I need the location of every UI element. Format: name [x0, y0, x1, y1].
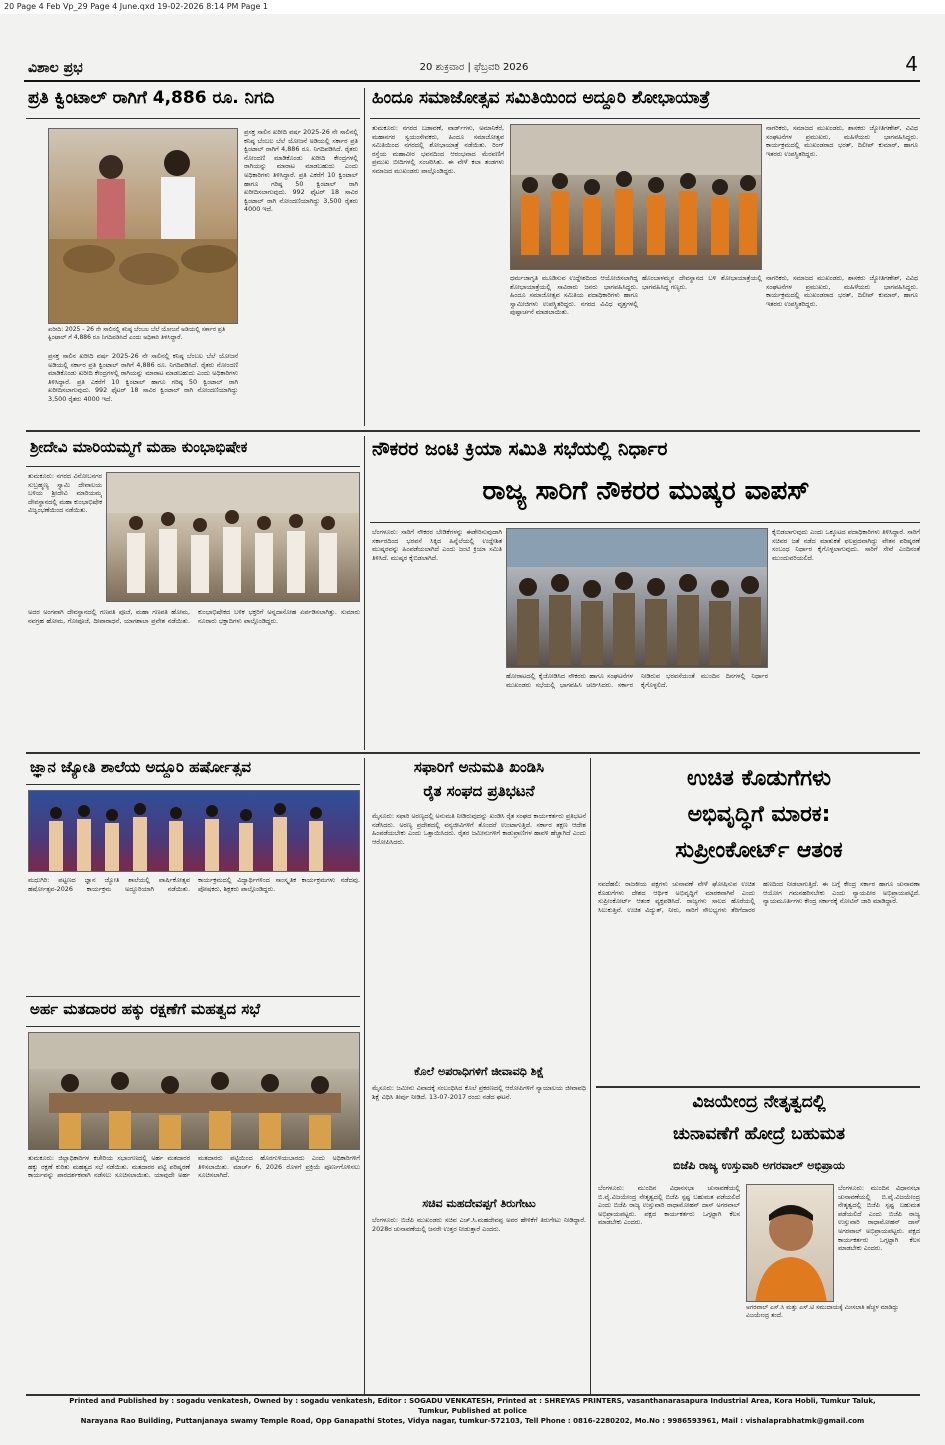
ragi-body-bottom: ಪ್ರಸಕ್ತ ಸಾಲಿನ ಖರೀದಿ ವರ್ಷ 2025-26 ನೇ ಸಾಲಿನಲ್ಲಿ ಕನಿಷ್ಠ ಬೆಂಬಲ ಬೆಲೆ ಯೋಜನೆ ಅಡಿಯಲ್ಲಿ ಸರ್ಕಾರ ಪ್ರತಿ ಕ್ವಿಂಟಾಲ್ ರಾಗಿಗೆ 4,886 ರೂ. ನಿಗದಿಪಡಿಸಿದೆ. ರೈತರು ನೋಂದಣಿ ಮಾಡಿಕೊಂಡು ಖರೀದಿ ಕೇಂದ್ರಗಳಲ್ಲಿ ರಾಗಿಯನ್ನು ಮಾರಾಟ ಮಾಡಬಹುದು ಎಂದು ಅಧಿಕಾರಿಗಳು ತಿಳಿಸಿದ್ದಾರೆ. ಪ್ರತಿ ಎಕರೆಗೆ 10 ಕ್ವಿಂಟಾಲ್ ಹಾಗೂ ಗರಿಷ್ಠ 50 ಕ್ವಿಂಟಾಲ್ ರಾಗಿ ಖರೀದಿಸಲಾಗುವುದು. 992 ಫೈಟರ್ 18 ಸಾವಿರ ಕ್ವಿಂಟಾಲ್ ರಾಗಿ ನೋಂದಣಿಯಾಗಿದ್ದು 3,500 ರೈತರು 4000 ಇದೆ. — [48, 352, 238, 403]
arha-headline: ಅರ್ಹ ಮತದಾರರ ಹಕ್ಕು ರಕ್ಷಣೆಗೆ ಮಹತ್ವದ ಸಭೆ — [30, 1002, 261, 1018]
ragi-headline: ಪ್ರತಿ ಕ್ವಿಂಟಾಲ್ ರಾಗಿಗೆ 4,886 ರೂ. ನಿಗದಿ — [28, 90, 275, 108]
vijayendra-headline-1: ವಿಜಯೇಂದ್ರ ನೇತೃತ್ವದಲ್ಲಿ — [692, 1094, 826, 1112]
safari-subhead-2: ಸಚಿವ ಮಹದೇವಪ್ಪಗೆ ತಿರುಗೇಟು — [422, 1198, 536, 1210]
strike-body-left: ಬೆಂಗಳೂರು: ಸಾರಿಗೆ ನೌಕರರ ಬೇಡಿಕೆಗಳನ್ನು ಈಡೇರಿಸುವುದಾಗಿ ಸರ್ಕಾರದಿಂದ ಭರವಸೆ ಸಿಕ್ಕಿದ ಹಿನ್ನೆಲೆಯಲ್ಲಿ ಉದ್ದೇಶಿತ ಮುಷ್ಕರವನ್ನು ಹಿಂಪಡೆಯಲಾಗಿದೆ ಎಂದು ಜಂಟಿ ಕ್ರಿಯಾ ಸಮಿತಿ ತಿಳಿಸಿದೆ. ಮುಷ್ಕರ ಕೈಬಿಡಲಾಗಿದೆ. — [372, 528, 502, 562]
freebies-headline-3: ಸುಪ್ರೀಂಕೋರ್ಟ್ ಆತಂಕ — [675, 840, 843, 863]
hindu-body-right: ನಾಗರಿಕರು, ಸಮಾಜದ ಮುಖಂಡರು, ಶಾಸಕರು ಜ್ಯೋತಿಗಣೇಶ್, ವಿವಿಧ ಸಂಘಟನೆಗಳ ಪ್ರಮುಖರು, ಮಹಿಳೆಯರು ಭಾಗವಹಿಸಿದ್ದರು. ಕಾರ್ಯಕ್ರಮದಲ್ಲಿ ಮುಖಂಡರಾದ ಭರತ್, ದಿಲೀಪ್ ಕುಮಾರ್, ಹಾಗೂ ಇತರರು ಉಪಸ್ಥಿತರಿದ್ದರು. — [766, 124, 918, 158]
ragi-caption: ಖರೀದಿ: 2025 - 26 ನೇ ಸಾಲಿನಲ್ಲಿ ಕನಿಷ್ಠ ಬೆಂಬಲ ಬೆಲೆ ಯೋಜನೆ ಅಡಿಯಲ್ಲಿ ಸರ್ಕಾರ ಪ್ರತಿ ಕ್ವಿಂಟಾಲ್ ಗೆ 4,886 ರೂ ನಿಗದಿಪಡಿಸಿದೆ ಎಂದು ಅಧಿಕಾರಿ ತಿಳಿಸಿದ್ದಾರೆ. — [48, 326, 226, 341]
vijayendra-caption: ಅಗರವಾಲ್ ಎಸ್.ಸಿ ಮತ್ತು ಎಸ್.ಟಿ ಸಮುದಾಯಕ್ಕೆ ಮೀಸಲಾತಿ ಹೆಚ್ಚಳ ಮಾಡಿದ್ದು ವಿಜಯೇಂದ್ರ ತಂದೆ. — [746, 1304, 899, 1319]
masthead-date: 20 ಶುಕ್ರವಾರ | ಫೆಬ್ರವರಿ 2026 — [419, 62, 529, 73]
sridevi-photo — [106, 472, 360, 602]
vijayendra-headline-3: ಬಿಜೆಪಿ ರಾಜ್ಯ ಉಸ್ತುವಾರಿ ಅಗರವಾಲ್ ಅಭಿಪ್ರಾಯ — [673, 1160, 845, 1172]
ragi-body: ಪ್ರಸಕ್ತ ಸಾಲಿನ ಖರೀದಿ ವರ್ಷ 2025-26 ನೇ ಸಾಲಿನಲ್ಲಿ ಕನಿಷ್ಠ ಬೆಂಬಲ ಬೆಲೆ ಯೋಜನೆ ಅಡಿಯಲ್ಲಿ ಸರ್ಕಾರ ಪ್ರತಿ ಕ್ವಿಂಟಾಲ್ ರಾಗಿಗೆ 4,886 ರೂ. ನಿಗದಿಪಡಿಸಿದೆ. ರೈತರು ನೋಂದಣಿ ಮಾಡಿಕೊಂಡು ಖರೀದಿ ಕೇಂದ್ರಗಳಲ್ಲಿ ರಾಗಿಯನ್ನು ಮಾರಾಟ ಮಾಡಬಹುದು ಎಂದು ಅಧಿಕಾರಿಗಳು ತಿಳಿಸಿದ್ದಾರೆ. ಪ್ರತಿ ಎಕರೆಗೆ 10 ಕ್ವಿಂಟಾಲ್ ಹಾಗೂ ಗರಿಷ್ಠ 50 ಕ್ವಿಂಟಾಲ್ ರಾಗಿ ಖರೀದಿಸಲಾಗುವುದು. 992 ಫೈಟರ್ 18 ಸಾವಿರ ಕ್ವಿಂಟಾಲ್ ರಾಗಿ ನೋಂದಣಿಯಾಗಿದ್ದು 3,500 ರೈತರು 4000 ಇದೆ. — [244, 128, 358, 214]
hindu-headline: ಹಿಂದೂ ಸಮಾಜೋತ್ಸವ ಸಮಿತಿಯಿಂದ ಅದ್ದೂರಿ ಶೋಭಾಯಾತ್ರೆ — [372, 90, 710, 108]
safari-headline-2: ರೈತ ಸಂಘದ ಪ್ರತಿಭಟನೆ — [423, 784, 535, 800]
jnana-body: ಮಧುಗಿರಿ: ಪಟ್ಟಣದ ಜ್ಞಾನ ಜ್ಯೋತಿ ಶಾಲೆಯಲ್ಲಿ ವಾರ್ಷಿಕೋತ್ಸವ ಹರ್ಷೋತ್ಸವ-2026 ಕಾರ್ಯಕ್ರಮ ಅದ್ದೂರಿಯಾಗಿ ನಡೆಯಿತು. ಕಾರ್ಯಕ್ರಮದಲ್ಲಿ ವಿದ್ಯಾರ್ಥಿಗಳಿಂದ ಸಾಂಸ್ಕೃತಿಕ ಕಾರ್ಯಕ್ರಮಗಳು ನಡೆದವು. ಪೋಷಕರು, ಶಿಕ್ಷಕರು ಪಾಲ್ಗೊಂಡಿದ್ದರು. — [28, 876, 360, 893]
ragi-photo — [48, 128, 238, 324]
hindu-caption: ಹೊಂಬಾಳಮ್ಮನ ದೇವಸ್ಥಾನದ ಬಳಿ ಶೋಭಾಯಾತ್ರೆಯಲ್ಲಿ ಭಾಗವಹಿಸಿದ್ದ ಗಣ್ಯರು. — [642, 274, 762, 291]
arha-photo — [28, 1032, 360, 1150]
hindu-body-left: ತುಮಕೂರು: ನಗರದ ಬಡಾವಣೆ, ವಾರ್ಡ್‌ಗಳು, ಅಮಾನಿಕೆರೆ, ಮಹಾನಗರ ಸ್ವಯಂಸೇವಕರು, ಹಿಂದೂ ಸಮಾಜೋತ್ಸವ ಸಮಿತಿಯಿಂದ ನಗರದಲ್ಲಿ ಶೋಭಾಯಾತ್ರೆ ನಡೆಯಿತು. ರಿಂಗ್ ರಸ್ತೆಯ ಮಹಾವೀರ ಭವನದಿಂದ ಆರಂಭವಾದ ಮೆರವಣಿಗೆ ಪ್ರಮುಖ ಬೀದಿಗಳಲ್ಲಿ ಸಂಚರಿಸಿತು. ಈ ವೇಳೆ ಕಲಾ ತಂಡಗಳು ಸಮಾಜದ ಮುಖಂಡರು ಪಾಲ್ಗೊಂಡಿದ್ದರು. — [372, 124, 504, 175]
masthead — [24, 52, 920, 82]
masthead-brand: ವಿಶಾಲ ಪ್ರಭ — [28, 60, 83, 76]
safari-body: ಮೈಸೂರು: ಸಫಾರಿ ಅರಣ್ಯದಲ್ಲಿ ಅನುಮತಿ ನೀಡಿರುವುದನ್ನು ಖಂಡಿಸಿ ರೈತ ಸಂಘದ ಕಾರ್ಯಕರ್ತರು ಪ್ರತಿಭಟನೆ ನಡೆಸಿದರು. ಅರಣ್ಯ ಪ್ರದೇಶದಲ್ಲಿ ವನ್ಯಜೀವಿಗಳಿಗೆ ತೊಂದರೆ ಉಂಟಾಗುತ್ತಿದೆ. ಸರ್ಕಾರ ತಕ್ಷಣ ಆದೇಶ ಹಿಂಪಡೆಯಬೇಕು ಎಂದು ಒತ್ತಾಯಿಸಿದರು. ರೈತರ ಜಮೀನುಗಳಿಗೆ ಕಾಡುಪ್ರಾಣಿಗಳ ಹಾವಳಿ ಹೆಚ್ಚಾಗಿದೆ ಎಂದು ಆರೋಪಿಸಿದರು. — [372, 812, 586, 846]
safari-subhead-1: ಕೊಲೆ ಅಪರಾಧಿಗಳಿಗೆ ಜೀವಾವಧಿ ಶಿಕ್ಷೆ — [414, 1066, 544, 1078]
freebies-body: ನವದೆಹಲಿ: ರಾಜಕೀಯ ಪಕ್ಷಗಳು ಚುನಾವಣೆ ವೇಳೆ ಘೋಷಿಸುವ ಉಚಿತ ಕೊಡುಗೆಗಳು ದೇಶದ ಆರ್ಥಿಕ ಅಭಿವೃದ್ಧಿಗೆ ಮಾರಕವಾಗಿವೆ ಎಂದು ಸುಪ್ರೀಂಕೋರ್ಟ್ ಆತಂಕ ವ್ಯಕ್ತಪಡಿಸಿದೆ. ರಾಜ್ಯಗಳು ಸಾಲದ ಹೊರೆಯಲ್ಲಿ ಸಿಲುಕುತ್ತಿವೆ. ಉಚಿತ ವಿದ್ಯುತ್, ನೀರು, ಸಾರಿಗೆ ಸೌಲಭ್ಯಗಳು ತೆರಿಗೆದಾರರ ಹಣದಿಂದ ನೀಡಲಾಗುತ್ತಿದೆ. ಈ ಬಗ್ಗೆ ಕೇಂದ್ರ ಸರ್ಕಾರ ಹಾಗೂ ಚುನಾವಣಾ ಆಯೋಗ ಗಮನಹರಿಸಬೇಕು ಎಂದು ನ್ಯಾಯಪೀಠ ಅಭಿಪ್ರಾಯಪಟ್ಟಿದೆ. ನ್ಯಾಯಮೂರ್ತಿಗಳು ಕೇಂದ್ರ ಸರ್ಕಾರಕ್ಕೆ ನೋಟಿಸ್ ಜಾರಿ ಮಾಡಿದ್ದಾರೆ. — [598, 880, 920, 914]
hindu-body-right-2: ನಾಗರಿಕರು, ಸಮಾಜದ ಮುಖಂಡರು, ಶಾಸಕರು ಜ್ಯೋತಿಗಣೇಶ್, ವಿವಿಧ ಸಂಘಟನೆಗಳ ಪ್ರಮುಖರು, ಮಹಿಳೆಯರು ಭಾಗವಹಿಸಿದ್ದರು. ಕಾರ್ಯಕ್ರಮದಲ್ಲಿ ಮುಖಂಡರಾದ ಭರತ್, ದಿಲೀಪ್ ಕುಮಾರ್, ಹಾಗೂ ಇತರರು ಉಪಸ್ಥಿತರಿದ್ದರು. — [766, 274, 918, 308]
freebies-headline-2: ಅಭಿವೃದ್ಧಿಗೆ ಮಾರಕ: — [687, 804, 831, 827]
hindu-photo — [510, 124, 762, 270]
vijayendra-photo — [746, 1184, 834, 1302]
freebies-headline-1: ಉಚಿತ ಕೊಡುಗೆಗಳು — [687, 768, 831, 791]
sridevi-headline: ಶ್ರೀದೇವಿ ಮಾರಿಯಮ್ಮಗೆ ಮಹಾ ಕುಂಭಾಭಿಷೇಕ — [30, 440, 248, 456]
strike-body-lower: ಹೋರಾಟದಲ್ಲಿ ಕೈಜೋಡಿಸಿದ ನೌಕರರು ಹಾಗೂ ಸಂಘಟನೆಗಳ ಮುಖಂಡರು ಸಭೆಯಲ್ಲಿ ಭಾಗವಹಿಸಿ ಚರ್ಚಿಸಿದರು. ಸರ್ಕಾರ ನೀಡಿರುವ ಭರವಸೆಯಂತೆ ಮುಂದಿನ ದಿನಗಳಲ್ಲಿ ನಿರ್ಧಾರ ಕೈಗೊಳ್ಳಲಿದೆ. — [506, 672, 768, 689]
print-header: 20 Page 4 Feb Vp_29 Page 4 June.qxd 19-02-2026 8:14 PM Page 1 — [0, 0, 945, 14]
vijayendra-body-right: ಬೆಂಗಳೂರು: ಮುಂದಿನ ವಿಧಾನಸಭಾ ಚುನಾವಣೆಯಲ್ಲಿ ಬಿ.ವೈ.ವಿಜಯೇಂದ್ರ ನೇತೃತ್ವದಲ್ಲಿ ಬಿಜೆಪಿ ಸ್ಪಷ್ಟ ಬಹುಮತ ಪಡೆಯಲಿದೆ ಎಂದು ಬಿಜೆಪಿ ರಾಜ್ಯ ಉಸ್ತುವಾರಿ ರಾಧಾಮೋಹನ್ ದಾಸ್ ಅಗರವಾಲ್ ಅಭಿಪ್ರಾಯಪಟ್ಟರು. ಪಕ್ಷದ ಕಾರ್ಯಕರ್ತರು ಒಗ್ಗಟ್ಟಾಗಿ ಕೆಲಸ ಮಾಡಬೇಕು ಎಂದರು. — [838, 1184, 920, 1253]
sridevi-body-bottom: ಅದರ ಅಂಗವಾಗಿ ದೇವಸ್ಥಾನದಲ್ಲಿ ಗಣಪತಿ ಪೂಜೆ, ಮಹಾ ಗಣಪತಿ ಹೋಮ, ನವಗ್ರಹ ಹೋಮ, ಗೋಪೂಜೆ, ದೀಪಾರಾಧನೆ, ಯಾಗಶಾಲಾ ಪ್ರವೇಶ ನಡೆಯಿತು. ಕುಂಭಾಭಿಷೇಕದ ಬಳಿಕ ಭಕ್ತರಿಗೆ ಅನ್ನದಾಸೋಹ ಏರ್ಪಡಿಸಲಾಗಿತ್ತು. ಸುಮಾರು ನೂರಾರು ಭಕ್ತಾದಿಗಳು ಪಾಲ್ಗೊಂಡಿದ್ದರು. — [28, 608, 360, 625]
imprint-footer — [60, 1396, 885, 1426]
arha-body: ತುಮಕೂರು: ಜಿಲ್ಲಾಧಿಕಾರಿಗಳ ಕಚೇರಿಯ ಸಭಾಂಗಣದಲ್ಲಿ ಅರ್ಹ ಮತದಾರರ ಹಕ್ಕು ರಕ್ಷಣೆ ಕುರಿತು ಮಹತ್ವದ ಸಭೆ ನಡೆಯಿತು. ಮತದಾರರ ಪಟ್ಟಿ ಪರಿಷ್ಕರಣೆ ಕಾರ್ಯವನ್ನು ಪಾರದರ್ಶಕವಾಗಿ ನಡೆಸಲು ಸೂಚಿಸಲಾಯಿತು. ಯಾವುದೇ ಅರ್ಹ ಮತದಾರರು ಪಟ್ಟಿಯಿಂದ ಹೊರಗುಳಿಯಬಾರದು ಎಂದು ಅಧಿಕಾರಿಗಳಿಗೆ ತಿಳಿಸಲಾಯಿತು. ಮಾರ್ಚ್ 6, 2026 ರೊಳಗೆ ಪ್ರಕ್ರಿಯೆ ಪೂರ್ಣಗೊಳಿಸಲು ಸೂಚಿಸಲಾಗಿದೆ. — [28, 1154, 360, 1180]
safari-body-2: ಮೈಸೂರು: ಜಮೀನು ವಿವಾದಕ್ಕೆ ಸಂಬಂಧಿಸಿದ ಕೊಲೆ ಪ್ರಕರಣದಲ್ಲಿ ಆರೋಪಿಗಳಿಗೆ ನ್ಯಾಯಾಲಯ ಜೀವಾವಧಿ ಶಿಕ್ಷೆ ವಿಧಿಸಿ ತೀರ್ಪು ನೀಡಿದೆ. 13-07-2017 ರಂದು ನಡೆದ ಘಟನೆ. — [372, 1084, 586, 1101]
strike-body-right: ಕೈಬಿಡಲಾಗುವುದು ಎಂದು ಒಕ್ಕೂಟದ ಪದಾಧಿಕಾರಿಗಳು ತಿಳಿಸಿದ್ದಾರೆ. ಸಾರಿಗೆ ಸಚಿವರ ಜತೆ ನಡೆದ ಮಾತುಕತೆ ಫಲಪ್ರದವಾಗಿದ್ದು ವೇತನ ಪರಿಷ್ಕರಣೆ ಸಂಬಂಧ ನಿರ್ಧಾರ ಕೈಗೊಳ್ಳಲಾಗುವುದು. ಸಾರಿಗೆ ಸೇವೆ ಎಂದಿನಂತೆ ಮುಂದುವರಿಯಲಿದೆ. — [772, 528, 920, 562]
safari-headline-1: ಸಫಾರಿಗೆ ಅನುಮತಿ ಖಂಡಿಸಿ — [413, 760, 545, 776]
jnana-photo — [28, 790, 360, 872]
sridevi-body-top: ತುಮಕೂರು: ನಗರದ ವಿನೋಬನಗರ ಸುಬ್ರಹ್ಮಣ್ಯ ಸ್ವಾಮಿ ದೇವಾಲಯ ಬಳಿಯ ಶ್ರೀದೇವಿ ಮಾರಿಯಮ್ಮ ದೇವಸ್ಥಾನದಲ್ಲಿ ಮಹಾ ಕುಂಭಾಭಿಷೇಕ ವಿಜೃಂಭಣೆಯಿಂದ ನಡೆಯಿತು. — [28, 472, 102, 515]
vijayendra-body: ಬೆಂಗಳೂರು: ಮುಂದಿನ ವಿಧಾನಸಭಾ ಚುನಾವಣೆಯಲ್ಲಿ ಬಿ.ವೈ.ವಿಜಯೇಂದ್ರ ನೇತೃತ್ವದಲ್ಲಿ ಬಿಜೆಪಿ ಸ್ಪಷ್ಟ ಬಹುಮತ ಪಡೆಯಲಿದೆ ಎಂದು ಬಿಜೆಪಿ ರಾಜ್ಯ ಉಸ್ತುವಾರಿ ರಾಧಾಮೋಹನ್ ದಾಸ್ ಅಗರವಾಲ್ ಅಭಿಪ್ರಾಯಪಟ್ಟರು. ಪಕ್ಷದ ಕಾರ್ಯಕರ್ತರು ಒಗ್ಗಟ್ಟಾಗಿ ಕೆಲಸ ಮಾಡಬೇಕು ಎಂದರು. — [598, 1184, 740, 1227]
strike-headline-top: ನೌಕರರ ಜಂಟಿ ಕ್ರಿಯಾ ಸಮಿತಿ ಸಭೆಯಲ್ಲಿ ನಿರ್ಧಾರ — [372, 440, 668, 460]
jnana-headline: ಜ್ಞಾನ ಜ್ಯೋತಿ ಶಾಲೆಯ ಅದ್ದೂರಿ ಹರ್ಷೋತ್ಸವ — [30, 760, 252, 776]
safari-body-3: ಬೆಂಗಳೂರು: ಬಿಜೆಪಿ ಮುಖಂಡರು ಸಚಿವ ಎಚ್.ಸಿ.ಮಹದೇವಪ್ಪ ಅವರ ಹೇಳಿಕೆಗೆ ತಿರುಗೇಟು ನೀಡಿದ್ದಾರೆ. 2028ರ ಚುನಾವಣೆಯಲ್ಲಿ ಜನರೇ ಉತ್ತರ ನೀಡುತ್ತಾರೆ ಎಂದರು. — [372, 1216, 586, 1233]
vijayendra-headline-2: ಚುನಾವಣೆಗೆ ಹೋದ್ರೆ ಬಹುಮತ — [673, 1126, 845, 1144]
imprint-line-2: Narayana Rao Building, Puttanjanaya swamy Temple Road, Opp Ganapathi Stotes, Vidya nagar, tumkur-572103, Tell Phone : 0816-2280202, Mo.No : 9986593961, Mail : vishalaprabhatmk@gmail.com — [80, 1417, 865, 1425]
imprint-line-1: Printed and Published by : sogadu venkatesh, Owned by : sogadu venkatesh, Editor : SOGADU VENKATESH, Printed at : SHREYAS PRINTERS, vasanthanarasapura Industrial Area, Kora Hobli, Tumkur Taluk, Tumkur, Published at police — [69, 1397, 876, 1415]
hindu-body-mid: ಧರ್ಮಜಾಗೃತಿ ಮೂಡಿಸುವ ಉದ್ದೇಶದಿಂದ ಆಯೋಜಿಸಲಾಗಿದ್ದ ಶೋಭಾಯಾತ್ರೆಯಲ್ಲಿ ಸಾವಿರಾರು ಜನರು ಭಾಗವಹಿಸಿದ್ದರು. ಹಿಂದೂ ಸಮಾಜೋತ್ಸವ ಸಮಿತಿಯ ಪದಾಧಿಕಾರಿಗಳು ಹಾಗೂ ಸ್ವಾಮೀಜಿಗಳು ಉಪಸ್ಥಿತರಿದ್ದರು. ನಗರದ ವಿವಿಧ ವೃತ್ತಗಳಲ್ಲಿ ಪುಷ್ಪಾರ್ಚನೆ ಮಾಡಲಾಯಿತು. — [510, 274, 638, 317]
strike-photo — [506, 528, 768, 668]
page-number: 4 — [905, 52, 918, 76]
strike-headline-main: ರಾಜ್ಯ ಸಾರಿಗೆ ನೌಕರರ ಮುಷ್ಕರ ವಾಪಸ್ — [482, 478, 810, 506]
